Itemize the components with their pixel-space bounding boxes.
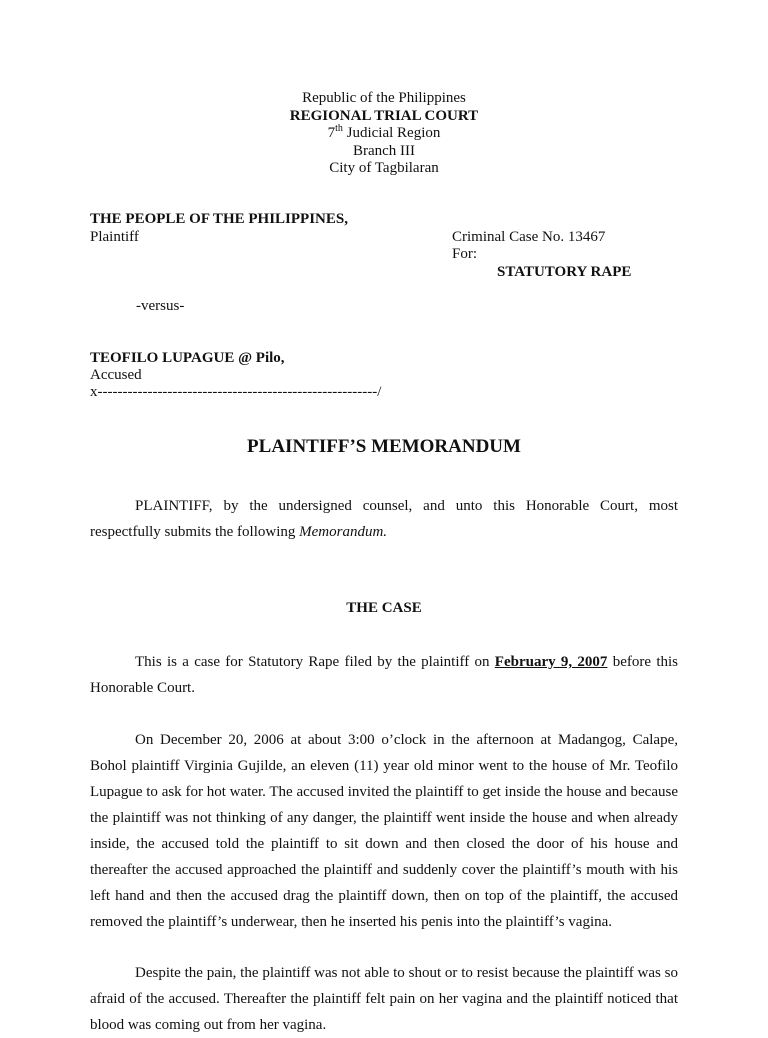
header-court: REGIONAL TRIAL COURT [289,107,479,124]
case-paragraph: This is a case for Statutory Rape filed by the plaintiff on February 9, 2007 before this Honorable Court. [90,654,678,696]
caption-separator: x--------------------------------------------------------/ [90,384,382,400]
section-heading: THE CASE [346,600,422,616]
document-title: PLAINTIFF’S MEMORANDUM [247,436,521,457]
header-city: City of Tagbilaran [329,160,439,176]
filing-date: February 9, 2007 [494,654,608,670]
court-header [0,90,768,178]
for-label: For: [452,246,478,262]
plaintiff-label: Plaintiff [90,229,139,245]
intro-paragraph: PLAINTIFF, by the undersigned counsel, and unto this Honorable Court, most respectfully submits the following Memorandum. [90,498,678,540]
header-republic: Republic of the Philippines [302,90,466,106]
facts-paragraph: On December 20, 2006 at about 3:00 o’clock in the afternoon at Madangog, Calape, Bohol plaintiff Virginia Gujilde, an eleven (11) year old minor went to the house of Mr. Teofilo Lupague to ask for hot water. The accused invited the plaintiff to get inside the house and because the plaintiff was not thinking of any danger, the plaintiff went inside the house and when already inside, the accused told the plaintiff to sit down and then closed the door of his house and thereafter the accused approached the plaintiff and suddenly cover the plaintiff’s mouth with his left hand and then the accused drag the plaintiff down, then on top of the plaintiff, the accused removed the plaintiff’s underwear, then he inserted his penis into the plaintiff’s vagina. [90,732,678,930]
header-region: 7th Judicial Region [327,123,441,141]
accused-label: Accused [90,367,142,383]
accused-name: TEOFILO LUPAGUE @ Pilo, [90,350,285,366]
continuation-paragraph: Despite the pain, the plaintiff was not able to shout or to resist because the plaintiff was so afraid of the accused. Thereafter the plaintiff felt pain on her vagina and the plaintiff noticed that blood was coming out from her vagina. [90,965,678,1033]
plaintiff-name: THE PEOPLE OF THE PHILIPPINES, [90,211,348,227]
header-branch: Branch III [352,142,416,159]
case-number: Criminal Case No. 13467 [452,229,606,245]
versus-label: -versus- [136,298,185,314]
offense-label: STATUTORY RAPE [497,264,632,280]
